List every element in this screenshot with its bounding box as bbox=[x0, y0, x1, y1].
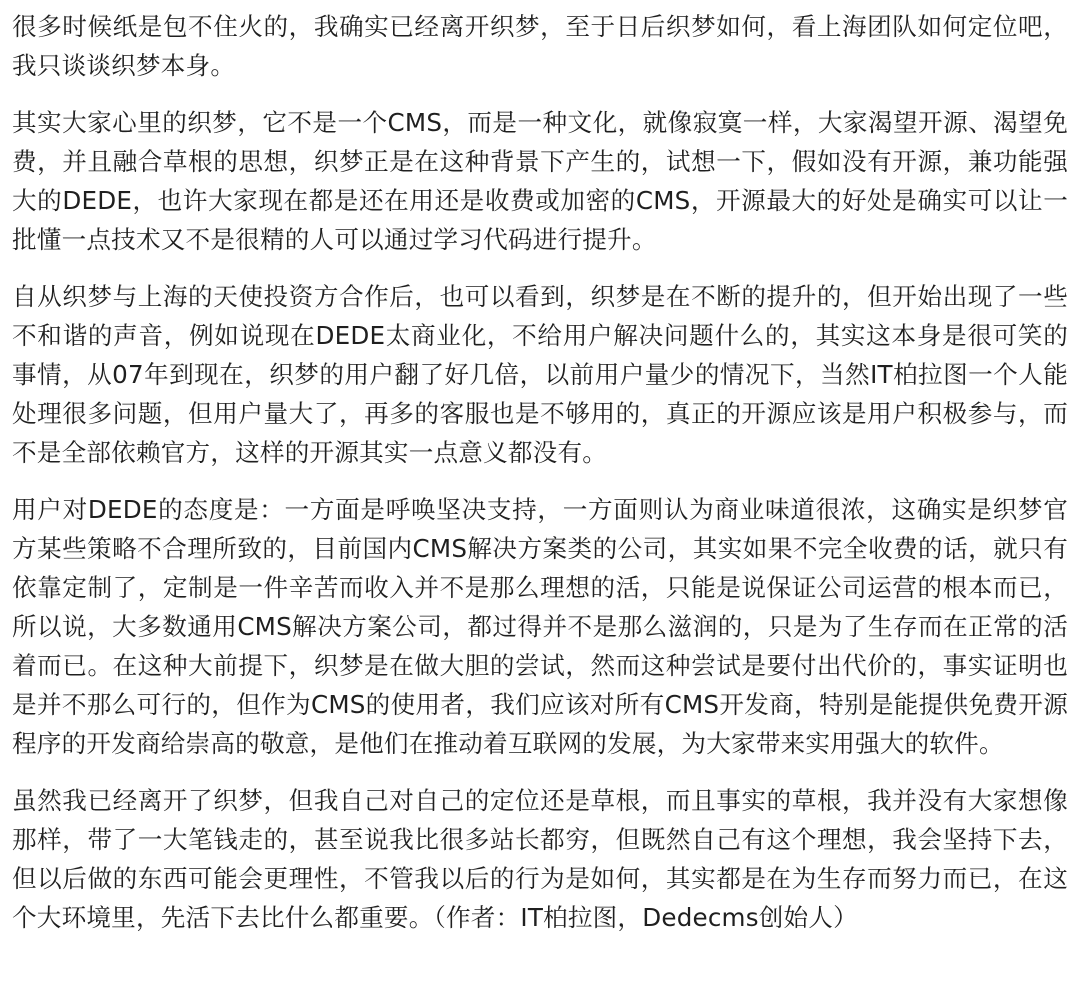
paragraph-3: 自从织梦与上海的天使投资方合作后，也可以看到，织梦是在不断的提升的，但开始出现了一些不和谐的声音，例如说现在DEDE太商业化，不给用户解决问题什么的，其实这本身是很可笑的事情，从07年到现在，织梦的用户翻了好几倍，以前用户量少的情况下，当然IT柏拉图一个人能处理很多问题，但用户量大了，再多的客服也是不够用的，真正的开源应该是用户积极参与，而不是全部依赖官方，这样的开源其实一点意义都没有。 bbox=[12, 282, 1068, 467]
paragraph-4: 用户对DEDE的态度是：一方面是呼唤坚决支持，一方面则认为商业味道很浓，这确实是织梦官方某些策略不合理所致的，目前国内CMS解决方案类的公司，其实如果不完全收费的话，就只有依靠定制了，定制是一件辛苦而收入并不是那么理想的活，只能是说保证公司运营的根本而已，所以说，大多数通用CMS解决方案公司，都过得并不是那么滋润的，只是为了生存而在正常的活着而已。在这种大前提下，织梦是在做大胆的尝试，然而这种尝试是要付出代价的，事实证明也是并不那么可行的，但作为CMS的使用者，我们应该对所有CMS开发商，特别是能提供免费开源程序的开发商给崇高的敬意，是他们在推动着互联网的发展，为大家带来实用强大的软件。 bbox=[12, 495, 1068, 758]
paragraph-2: 其实大家心里的织梦，它不是一个CMS，而是一种文化，就像寂寞一样，大家渴望开源、渴望免费，并且融合草根的思想，织梦正是在这种背景下产生的，试想一下，假如没有开源，兼功能强大的DEDE，也许大家现在都是还在用还是收费或加密的CMS，开源最大的好处是确实可以让一批懂一点技术又不是很精的人可以通过学习代码进行提升。 bbox=[12, 108, 1068, 254]
article-body bbox=[12, 7, 1068, 955]
paragraph-5: 虽然我已经离开了织梦，但我自己对自己的定位还是草根，而且事实的草根，我并没有大家想像那样，带了一大笔钱走的，甚至说我比很多站长都穷，但既然自己有这个理想，我会坚持下去，但以后做的东西可能会更理性，不管我以后的行为是如何，其实都是在为生存而努力而已，在这个大环境里，先活下去比什么都重要。（作者：IT柏拉图，Dedecms创始人） bbox=[12, 786, 1068, 932]
paragraph-1: 很多时候纸是包不住火的，我确实已经离开织梦，至于日后织梦如何，看上海团队如何定位吧，我只谈谈织梦本身。 bbox=[12, 12, 1068, 80]
